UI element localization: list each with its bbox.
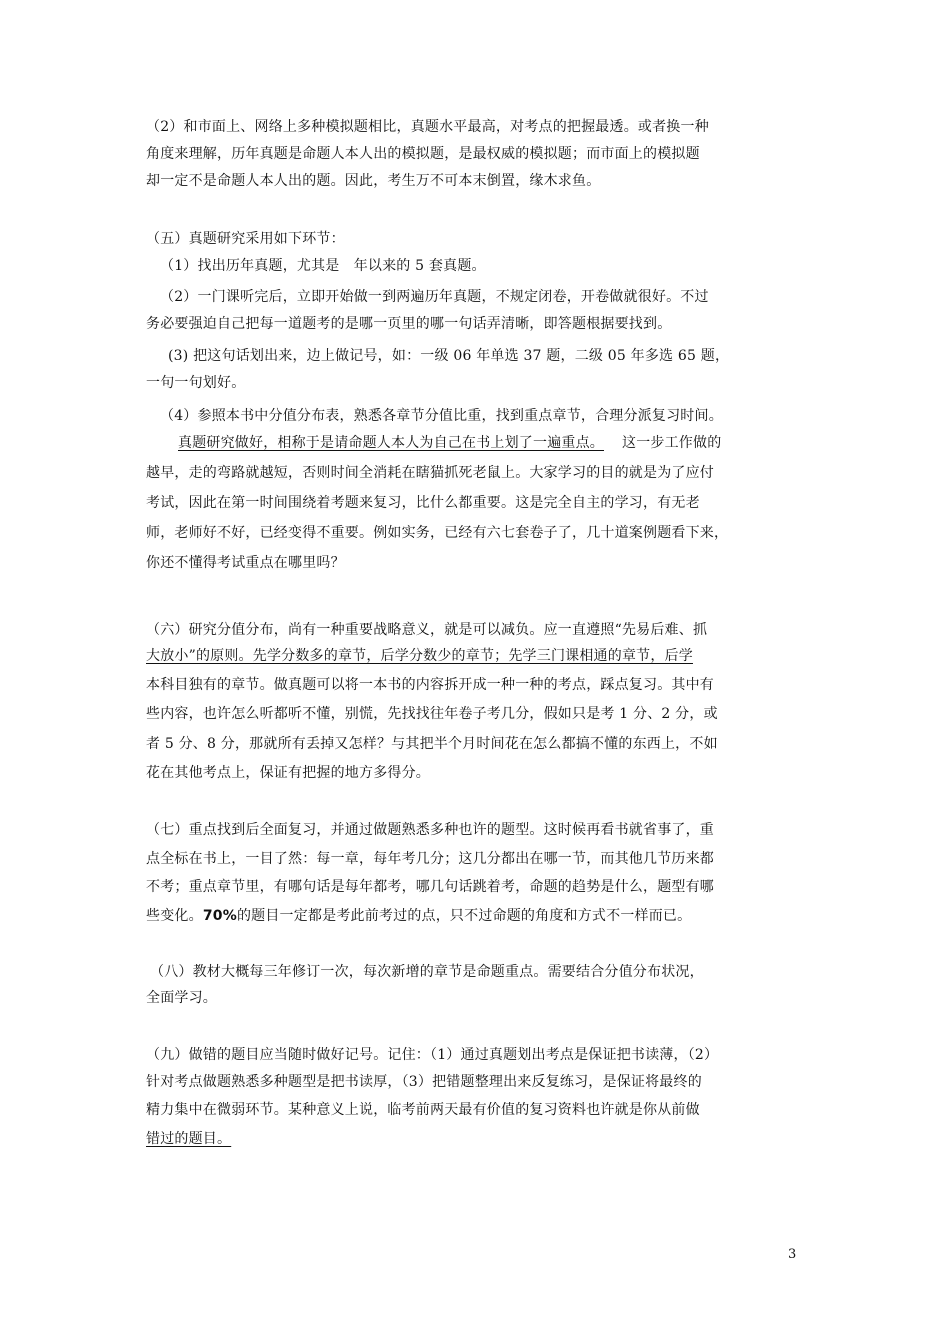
text-line: 角度来理解，历年真题是命题人本人出的模拟题，是最权威的模拟题；而市面上的模拟题 xyxy=(146,146,700,162)
text-line: 不考；重点章节里，有哪句话是每年都考，哪几句话跳着考，命题的趋势是什么，题型有哪 xyxy=(146,879,714,895)
section-heading: （五）真题研究采用如下环节： xyxy=(146,231,345,247)
text-line: （八）教材大概每三年修订一次，每次新增的章节是命题重点。需要结合分值分布状况， xyxy=(150,964,704,980)
text-line: 师，老师好不好，已经变得不重要。例如实务，已经有六七套卷子了，几十道案例题看下来， xyxy=(146,525,729,541)
text-line: （2）和市面上、网络上多种模拟题相比，真题水平最高，对考点的把握最透。或者换一种 xyxy=(146,119,709,135)
text-line: 些内容，也许怎么听都听不懂，别慌，先找找往年卷子考几分，假如只是考 1 分、2 分，或 xyxy=(146,706,718,722)
underlined-text: 错过的题目。 xyxy=(146,1131,232,1147)
text-line: （2）一门课听完后，立即开始做一到两遍历年真题，不规定闭卷，开卷做就很好。不过 xyxy=(160,289,709,305)
text-line: 务必要强迫自己把每一道题考的是哪一页里的哪一句话弄清晰，即答题根据要找到。 xyxy=(146,316,672,332)
text-line: 精力集中在微弱环节。某种意义上说，临考前两天最有价值的复习资料也许就是你从前做 xyxy=(146,1102,700,1118)
text-line: (3) 把这句话划出来，边上做记号，如：一级 06 年单选 37 题，二级 05 年多选 65 题， xyxy=(168,348,730,364)
text-line: 本科目独有的章节。做真题可以将一本书的内容拆开成一种一种的考点，踩点复习。其中有 xyxy=(146,677,714,693)
text-line: 全面学习。 xyxy=(146,990,217,1006)
text-line xyxy=(146,907,691,925)
text-line: （六）研究分值分布，尚有一种重要战略意义，就是可以减负。应一直遵照“先易后难、抓 xyxy=(146,622,708,638)
text-line: 却一定不是命题人本人出的题。因此，考生万不可本末倒置，缘木求鱼。 xyxy=(146,173,601,189)
text-line xyxy=(178,434,721,452)
text-line: 针对考点做题熟悉多种题型是把书读厚，（3）把错题整理出来反复练习，是保证将最终的 xyxy=(146,1074,702,1090)
text-span: 这一步工作做的 xyxy=(622,435,722,451)
text-line: （4）参照本书中分值分布表，熟悉各章节分值比重，找到重点章节，合理分派复习时间。 xyxy=(160,408,723,424)
text-line: 点全标在书上，一目了然：每一章，每年考几分；这几分都出在哪一节，而其他几节历来都 xyxy=(146,851,714,867)
page-number: 3 xyxy=(788,1247,797,1262)
text-line: 越早，走的弯路就越短，否则时间全消耗在瞎猫抓死老鼠上。大家学习的目的就是为了应付 xyxy=(146,465,714,481)
text-span: 的题目一定都是考此前考过的点，只不过命题的角度和方式不一样而已。 xyxy=(236,908,692,924)
text-line: 考试，因此在第一时间围绕着考题来复习，比什么都重要。这是完全自主的学习，有无老 xyxy=(146,495,700,511)
underlined-text: 真题研究做好，相称于是请命题人本人为自己在书上划了一遍重点。 xyxy=(178,435,604,451)
bold-percent: 70% xyxy=(202,908,237,924)
text-line: （九）做错的题目应当随时做好记号。记住：（1）通过真题划出考点是保证把书读薄，（2） xyxy=(146,1047,719,1063)
text-line: 者 5 分、8 分，那就所有丢掉又怎样？与其把半个月时间花在怎么都搞不懂的东西上，不如 xyxy=(146,736,718,752)
text-span: 些变化。 xyxy=(146,908,203,924)
text-line: 花在其他考点上，保证有把握的地方多得分。 xyxy=(146,765,430,781)
text-line: 你还不懂得考试重点在哪里吗？ xyxy=(146,555,345,571)
text-line: （七）重点找到后全面复习，并通过做题熟悉多种也许的题型。这时候再看书就省事了，重 xyxy=(146,822,714,838)
underlined-text: 大放小”的原则。先学分数多的章节，后学分数少的章节；先学三门课相通的章节，后学 xyxy=(146,648,693,664)
text-line: 一句一句划好。 xyxy=(146,375,246,391)
text-line: （1）找出历年真题，尤其是 年以来的 5 套真题。 xyxy=(160,258,486,274)
